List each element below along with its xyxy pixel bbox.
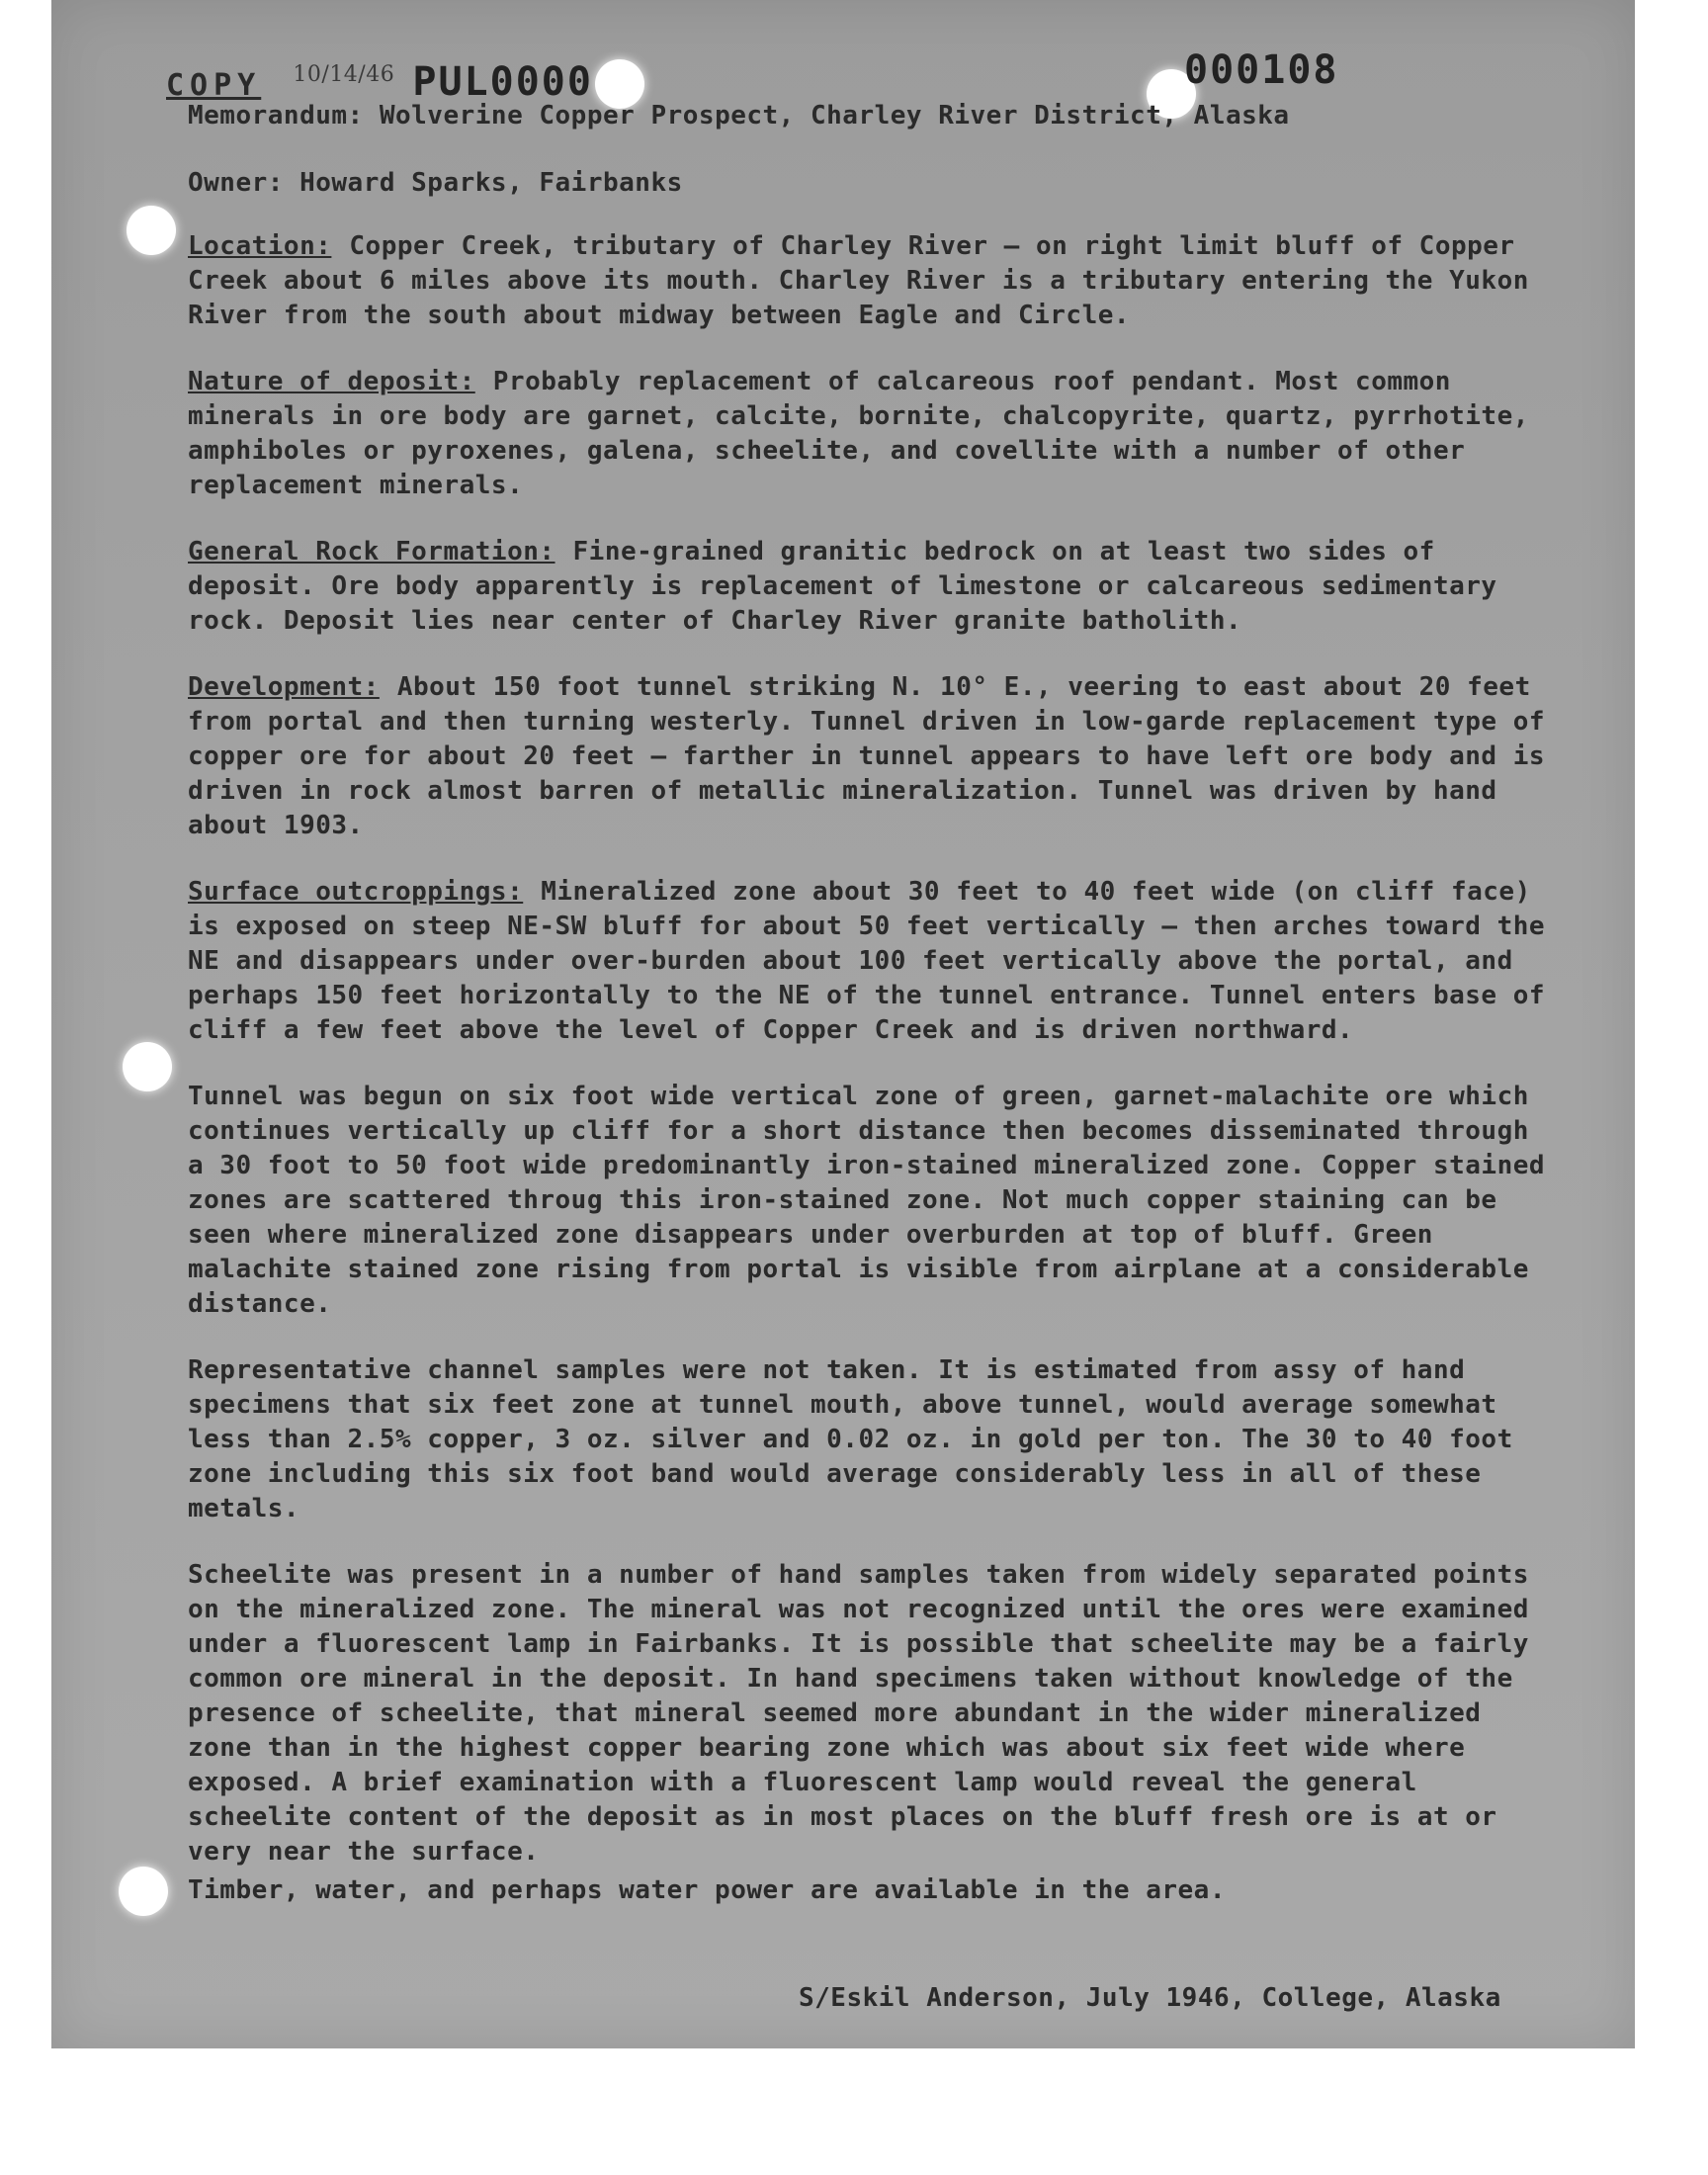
- punch-hole-top-left: [127, 206, 176, 255]
- paragraph-tunnel-zone: [188, 1080, 1552, 1322]
- copy-label: COPY: [166, 68, 262, 103]
- stamp-number-left: PUL0000: [412, 59, 593, 105]
- stamp-number-right: 000108: [1184, 47, 1339, 93]
- memo-body: [188, 229, 1552, 1940]
- section-text: About 150 foot tunnel striking N. 10° E., veering to east about 20 feet from portal and then turning westerly. Tunnel driven in low-garde replacement type of copper ore for about 20 feet — farther in tunnel appears to have left ore body and is driven in rock almost barren of metallic mineralization. Tunnel was driven by hand about 1903.: [188, 672, 1546, 840]
- owner-name: Howard Sparks, Fairbanks: [299, 168, 683, 198]
- owner-line: [188, 166, 683, 201]
- section-label: Surface outcroppings:: [188, 877, 524, 907]
- paragraph-text: Tunnel was begun on six foot wide vertical zone of green, garnet-malachite ore which continues vertically up cliff for a short distance then becomes disseminated through a 30 foot to 50 foot wide predominantly iron-stained mineralized zone. Copper stained zones are scattered throug this iron-stained zone. Not much copper staining can be seen where mineralized zone disappears under overburden at top of bluff. Green malachite stained zone rising from portal is visible from airplane at a considerable distance.: [188, 1082, 1546, 1319]
- section-text: Copper Creek, tributary of Charley River — on right limit bluff of Copper Creek about 6 miles above its mouth. Charley River is a tributary entering the Yukon River from the south about midway between Eagle and Circle.: [188, 231, 1529, 330]
- section-text: Mineralized zone about 30 feet to 40 feet wide (on cliff face) is exposed on steep NE-SW bluff for about 50 feet vertically — then arches toward the NE and disappears under over-burden about 100 feet vertically above the portal, and perhaps 150 feet horizontally to the NE of the tunnel entrance. Tunnel enters base of cliff a few feet above the level of Copper Creek and is driven northward.: [188, 877, 1546, 1045]
- section-label: General Rock Formation:: [188, 537, 555, 566]
- section-label: Location:: [188, 231, 332, 261]
- section-surface-outcroppings: [188, 875, 1552, 1048]
- section-text: Probably replacement of calcareous roof pendant. Most common minerals in ore body are garnet, calcite, bornite, chalcopyrite, quartz, pyrrhotite, amphiboles or pyroxenes, galena, scheelite, and covellite with a number of other replacement minerals.: [188, 367, 1529, 500]
- section-development: [188, 670, 1552, 843]
- paragraph-resources: [188, 1873, 1552, 1908]
- memorandum-subject: Wolverine Copper Prospect, Charley River District, Alaska: [379, 101, 1290, 130]
- handwritten-date: 10/14/46: [293, 62, 395, 87]
- section-label: Development:: [188, 672, 380, 702]
- paragraph-samples: [188, 1353, 1552, 1526]
- section-label: Nature of deposit:: [188, 367, 475, 396]
- punch-hole-bottom-left: [119, 1867, 168, 1916]
- section-text: Fine-grained granitic bedrock on at least two sides of deposit. Ore body apparently is replacement of limestone or calcareous sedimentary rock. Deposit lies near center of Charley River granite batholith.: [188, 537, 1497, 636]
- memorandum-line: [188, 99, 1290, 133]
- punch-hole-middle-left: [123, 1042, 172, 1091]
- owner-label: Owner:: [188, 168, 284, 198]
- paragraph-text: Scheelite was present in a number of hand samples taken from widely separated points on the mineralized zone. The mineral was not recognized until the ores were examined under a fluorescent lamp in Fairbanks. It is possible that scheelite may be a fairly common ore mineral in the deposit. In hand specimens taken without knowledge of the presence of scheelite, that mineral seemed more abundant in the wider mineralized zone than in the highest copper bearing zone which was about six feet wide where exposed. A brief examination with a fluorescent lamp would reveal the general scheelite content of the deposit as in most places on the bluff fresh ore is at or very near the surface.: [188, 1560, 1529, 1867]
- signature-line: S/Eskil Anderson, July 1946, College, Alaska: [799, 1983, 1501, 2013]
- paragraph-text: Representative channel samples were not taken. It is estimated from assy of hand specimens that six feet zone at tunnel mouth, above tunnel, would average somewhat less than 2.5% copper, 3 oz. silver and 0.02 oz. in gold per ton. The 30 to 40 foot zone including this six foot band would average considerably less in all of these metals.: [188, 1355, 1513, 1523]
- paragraph-scheelite: [188, 1558, 1552, 1870]
- section-location: [188, 229, 1552, 333]
- paragraph-text: Timber, water, and perhaps water power are available in the area.: [188, 1875, 1226, 1905]
- memorandum-label: Memorandum:: [188, 101, 364, 130]
- section-general-rock-formation: [188, 535, 1552, 639]
- section-nature-of-deposit: [188, 365, 1552, 503]
